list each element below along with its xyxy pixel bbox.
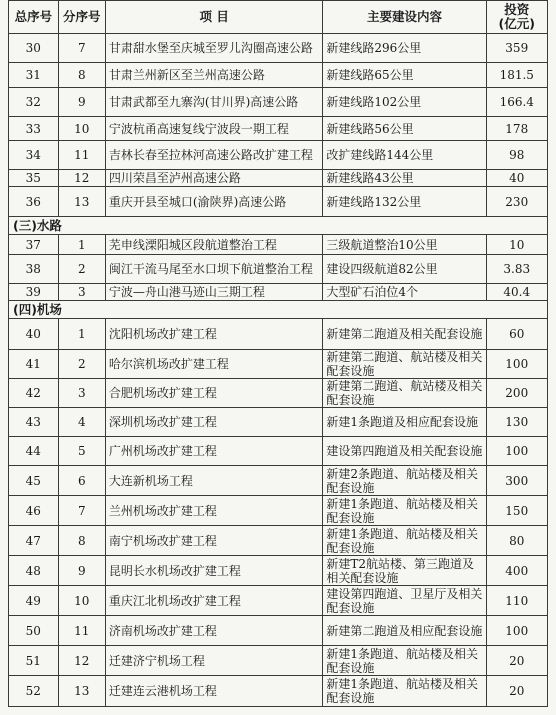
cell-project: 哈尔滨机场改扩建工程 bbox=[105, 350, 322, 379]
cell-content: 新建线路296公里 bbox=[323, 34, 486, 63]
header-investment bbox=[486, 1, 548, 34]
table-row bbox=[9, 255, 548, 284]
cell-total-no: 48 bbox=[9, 556, 59, 586]
table-row bbox=[9, 187, 548, 217]
cell-total-no: 43 bbox=[9, 408, 59, 437]
cell-total-no: 39 bbox=[9, 284, 59, 301]
cell-total-no: 50 bbox=[9, 616, 59, 646]
cell-project: 甘肃武都至九寨沟(甘川界)高速公路 bbox=[105, 88, 322, 117]
cell-investment: 178 bbox=[486, 117, 548, 141]
cell-content: 大型矿石泊位4个 bbox=[323, 284, 486, 301]
table-row bbox=[9, 466, 548, 496]
section-row-airport bbox=[9, 301, 548, 319]
cell-content: 建设第四跑道及相关配套设施 bbox=[323, 437, 486, 466]
table-row bbox=[9, 63, 548, 88]
cell-investment: 40 bbox=[486, 170, 548, 187]
cell-project: 甘肃兰州新区至兰州高速公路 bbox=[105, 63, 322, 88]
cell-sub-no: 1 bbox=[58, 319, 105, 350]
cell-total-no: 35 bbox=[9, 170, 59, 187]
cell-project: 重庆江北机场改扩建工程 bbox=[105, 586, 322, 616]
cell-content: 改扩建线路144公里 bbox=[323, 141, 486, 170]
cell-investment: 400 bbox=[486, 556, 548, 586]
cell-sub-no: 13 bbox=[58, 676, 105, 707]
cell-sub-no: 11 bbox=[58, 616, 105, 646]
cell-sub-no: 13 bbox=[58, 187, 105, 217]
table-row bbox=[9, 437, 548, 466]
cell-project: 重庆开县至城口(渝陕界)高速公路 bbox=[105, 187, 322, 217]
cell-content: 新建1条跑道、航站楼及相关配套设施 bbox=[323, 676, 486, 707]
cell-content: 新建第二跑道、航站楼及相关配套设施 bbox=[323, 379, 486, 408]
table-row bbox=[9, 616, 548, 646]
table-row bbox=[9, 34, 548, 63]
cell-investment: 98 bbox=[486, 141, 548, 170]
cell-investment: 20 bbox=[486, 676, 548, 707]
table-row bbox=[9, 141, 548, 170]
cell-total-no: 44 bbox=[9, 437, 59, 466]
cell-investment: 359 bbox=[486, 34, 548, 63]
cell-project: 宁波杭甬高速复线宁波段一期工程 bbox=[105, 117, 322, 141]
cell-investment: 40.4 bbox=[486, 284, 548, 301]
cell-content: 新建T2航站楼、第三跑道及相关配套设施 bbox=[323, 556, 486, 586]
table-row bbox=[9, 556, 548, 586]
section-title-airport: (四)机场 bbox=[9, 301, 548, 319]
cell-project: 昆明长水机场改扩建工程 bbox=[105, 556, 322, 586]
table-row bbox=[9, 496, 548, 526]
cell-investment: 80 bbox=[486, 526, 548, 556]
cell-project: 芜申线溧阳城区段航道整治工程 bbox=[105, 235, 322, 255]
cell-content: 建设四级航道82公里 bbox=[323, 255, 486, 284]
cell-sub-no: 9 bbox=[58, 88, 105, 117]
cell-total-no: 38 bbox=[9, 255, 59, 284]
cell-content: 新建线路102公里 bbox=[323, 88, 486, 117]
cell-sub-no: 8 bbox=[58, 63, 105, 88]
cell-content: 新建1条跑道及相应配套设施 bbox=[323, 408, 486, 437]
cell-content: 新建线路43公里 bbox=[323, 170, 486, 187]
cell-investment: 10 bbox=[486, 235, 548, 255]
cell-investment: 130 bbox=[486, 408, 548, 437]
table-row bbox=[9, 170, 548, 187]
cell-sub-no: 11 bbox=[58, 141, 105, 170]
airport-rows bbox=[9, 319, 548, 707]
cell-investment: 200 bbox=[486, 379, 548, 408]
cell-total-no: 45 bbox=[9, 466, 59, 496]
cell-sub-no: 2 bbox=[58, 350, 105, 379]
cell-sub-no: 8 bbox=[58, 526, 105, 556]
header-content: 主要建设内容 bbox=[323, 1, 486, 34]
table-row bbox=[9, 319, 548, 350]
cell-sub-no: 10 bbox=[58, 117, 105, 141]
cell-project: 吉林长春至拉林河高速公路改扩建工程 bbox=[105, 141, 322, 170]
cell-sub-no: 5 bbox=[58, 437, 105, 466]
cell-investment: 100 bbox=[486, 350, 548, 379]
table-row bbox=[9, 350, 548, 379]
cell-content: 新建1条跑道、航站楼及相关配套设施 bbox=[323, 646, 486, 676]
water-rows bbox=[9, 235, 548, 301]
cell-project: 兰州机场改扩建工程 bbox=[105, 496, 322, 526]
cell-total-no: 34 bbox=[9, 141, 59, 170]
cell-total-no: 31 bbox=[9, 63, 59, 88]
cell-sub-no: 9 bbox=[58, 556, 105, 586]
cell-investment: 100 bbox=[486, 616, 548, 646]
section-row-water bbox=[9, 217, 548, 235]
cell-project: 合肥机场改扩建工程 bbox=[105, 379, 322, 408]
project-table bbox=[8, 0, 548, 707]
header-total-no: 总序号 bbox=[9, 1, 59, 34]
cell-investment: 230 bbox=[486, 187, 548, 217]
cell-project: 四川荣昌至泸州高速公路 bbox=[105, 170, 322, 187]
cell-total-no: 30 bbox=[9, 34, 59, 63]
cell-sub-no: 3 bbox=[58, 379, 105, 408]
table-row bbox=[9, 88, 548, 117]
header-project: 项 目 bbox=[105, 1, 322, 34]
cell-total-no: 40 bbox=[9, 319, 59, 350]
cell-content: 新建线路65公里 bbox=[323, 63, 486, 88]
cell-total-no: 32 bbox=[9, 88, 59, 117]
cell-total-no: 52 bbox=[9, 676, 59, 707]
cell-content: 三级航道整治10公里 bbox=[323, 235, 486, 255]
cell-investment: 20 bbox=[486, 646, 548, 676]
cell-total-no: 36 bbox=[9, 187, 59, 217]
cell-investment: 110 bbox=[486, 586, 548, 616]
table-row bbox=[9, 284, 548, 301]
cell-project: 沈阳机场改扩建工程 bbox=[105, 319, 322, 350]
cell-sub-no: 10 bbox=[58, 586, 105, 616]
airport-section bbox=[9, 301, 548, 319]
project-table-page bbox=[8, 0, 548, 707]
cell-sub-no: 6 bbox=[58, 466, 105, 496]
cell-total-no: 41 bbox=[9, 350, 59, 379]
cell-project: 南宁机场改扩建工程 bbox=[105, 526, 322, 556]
cell-project: 深圳机场改扩建工程 bbox=[105, 408, 322, 437]
table-row bbox=[9, 646, 548, 676]
cell-project: 闽江干流马尾至水口坝下航道整治工程 bbox=[105, 255, 322, 284]
section-title-water: (三)水路 bbox=[9, 217, 548, 235]
header-investment-line2: (亿元) bbox=[498, 16, 535, 31]
cell-investment: 150 bbox=[486, 496, 548, 526]
table-row bbox=[9, 676, 548, 707]
table-header bbox=[9, 1, 548, 34]
cell-investment: 166.4 bbox=[486, 88, 548, 117]
table-row bbox=[9, 117, 548, 141]
cell-project: 济南机场改扩建工程 bbox=[105, 616, 322, 646]
header-investment-line1: 投资 bbox=[504, 2, 530, 17]
cell-investment: 3.83 bbox=[486, 255, 548, 284]
cell-content: 新建2条跑道、航站楼及相关配套设施 bbox=[323, 466, 486, 496]
cell-content: 新建第二跑道及相关配套设施 bbox=[323, 319, 486, 350]
table-row bbox=[9, 526, 548, 556]
water-section bbox=[9, 217, 548, 235]
table-row bbox=[9, 235, 548, 255]
cell-investment: 300 bbox=[486, 466, 548, 496]
cell-content: 建设第四跑道、卫星厅及相关配套设施 bbox=[323, 586, 486, 616]
cell-total-no: 37 bbox=[9, 235, 59, 255]
cell-total-no: 49 bbox=[9, 586, 59, 616]
cell-investment: 100 bbox=[486, 437, 548, 466]
cell-content: 新建1条跑道、航站楼及相关配套设施 bbox=[323, 526, 486, 556]
cell-project: 迁建济宁机场工程 bbox=[105, 646, 322, 676]
cell-project: 大连新机场工程 bbox=[105, 466, 322, 496]
cell-project: 宁波—舟山港马迹山三期工程 bbox=[105, 284, 322, 301]
cell-sub-no: 7 bbox=[58, 496, 105, 526]
header-row bbox=[9, 1, 548, 34]
cell-total-no: 42 bbox=[9, 379, 59, 408]
cell-investment: 181.5 bbox=[486, 63, 548, 88]
cell-sub-no: 2 bbox=[58, 255, 105, 284]
cell-total-no: 47 bbox=[9, 526, 59, 556]
cell-project: 广州机场改扩建工程 bbox=[105, 437, 322, 466]
table-row bbox=[9, 408, 548, 437]
cell-total-no: 33 bbox=[9, 117, 59, 141]
table-row bbox=[9, 586, 548, 616]
cell-sub-no: 4 bbox=[58, 408, 105, 437]
table-row bbox=[9, 379, 548, 408]
cell-content: 新建线路132公里 bbox=[323, 187, 486, 217]
highway-rows bbox=[9, 34, 548, 217]
cell-total-no: 51 bbox=[9, 646, 59, 676]
header-sub-no: 分序号 bbox=[58, 1, 105, 34]
cell-sub-no: 3 bbox=[58, 284, 105, 301]
cell-sub-no: 12 bbox=[58, 646, 105, 676]
cell-sub-no: 7 bbox=[58, 34, 105, 63]
cell-total-no: 46 bbox=[9, 496, 59, 526]
cell-content: 新建1条跑道、航站楼及相关配套设施 bbox=[323, 496, 486, 526]
cell-content: 新建线路56公里 bbox=[323, 117, 486, 141]
cell-content: 新建第二跑道及相应配套设施 bbox=[323, 616, 486, 646]
cell-investment: 60 bbox=[486, 319, 548, 350]
cell-project: 迁建连云港机场工程 bbox=[105, 676, 322, 707]
cell-project: 甘肃甜水堡至庆城至罗儿沟圈高速公路 bbox=[105, 34, 322, 63]
cell-content: 新建第二跑道、航站楼及相关配套设施 bbox=[323, 350, 486, 379]
cell-sub-no: 12 bbox=[58, 170, 105, 187]
cell-sub-no: 1 bbox=[58, 235, 105, 255]
